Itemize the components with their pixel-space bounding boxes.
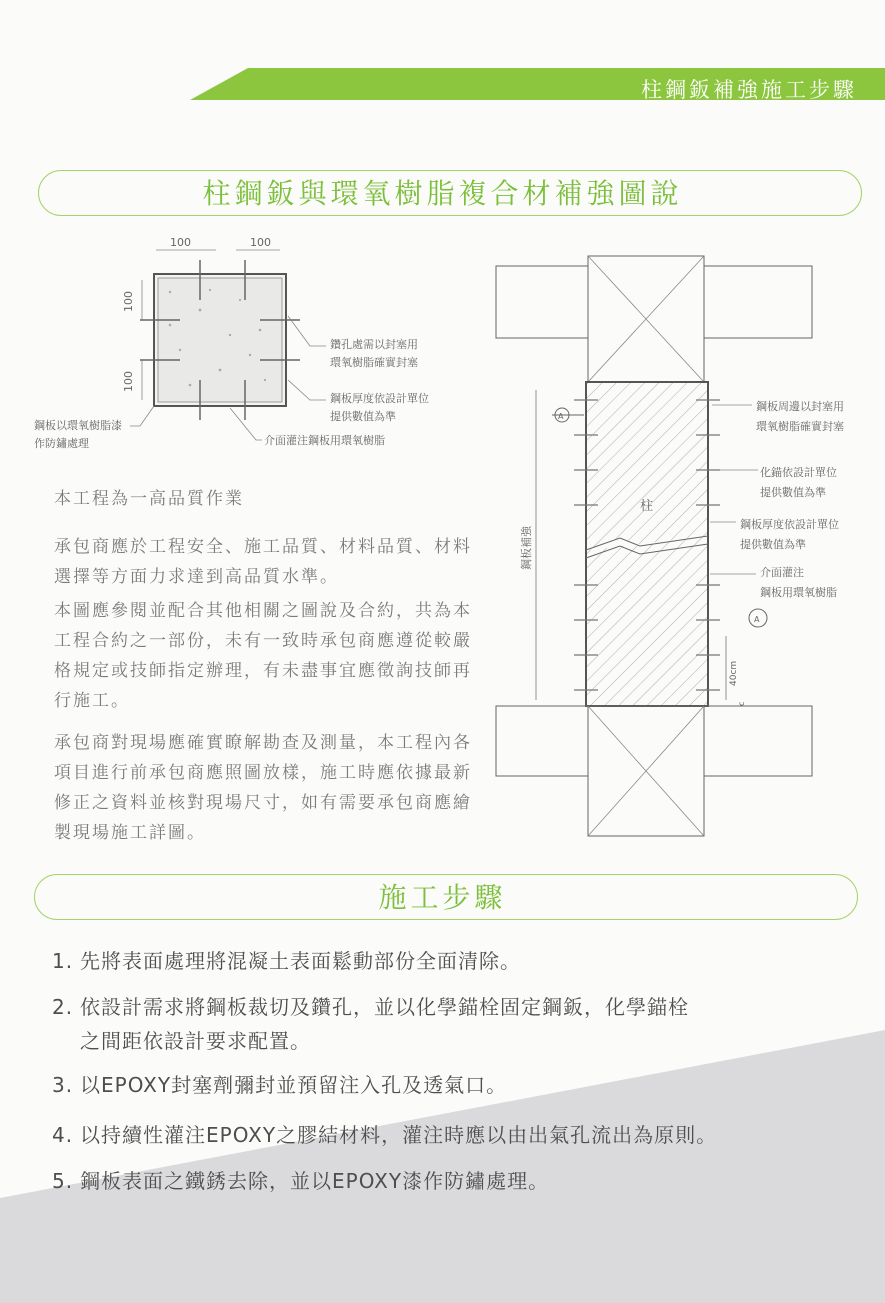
step-number: 4. — [52, 1123, 74, 1147]
step-number: 1. — [52, 949, 74, 973]
callout-anchor-2: 提供數值為準 — [760, 486, 826, 499]
step-text: 鋼板表面之鐵銹去除，並以EPOXY漆作防鏽處理。 — [80, 1169, 550, 1193]
callout-thickness-2: 提供數值為準 — [740, 538, 806, 551]
step-text: 以EPOXY封塞劑彌封並預留注入孔及透氣口。 — [80, 1073, 508, 1097]
right-dim-label: 40cm — [729, 660, 739, 686]
step-number: 5. — [52, 1169, 74, 1193]
callout-interface-epoxy: 介面灌注鋼板用環氧樹脂 — [264, 434, 385, 447]
callout-plate-thickness-2: 提供數值為準 — [330, 410, 396, 423]
step-text: 以持續性灌注EPOXY之膠結材料，灌注時應以由出氣孔流出為原則。 — [80, 1123, 718, 1147]
column-elevation-diagram — [490, 240, 870, 850]
callout-rust-paint-1: 鋼板以環氧樹脂漆 — [34, 419, 122, 432]
section-marker-a: A — [558, 412, 564, 421]
section-marker-a-bottom: A — [754, 615, 760, 624]
dim-left-top: 100 — [122, 291, 135, 312]
steps-heading: 施工步驟 — [378, 881, 507, 914]
paragraph-intro: 本工程為一高品質作業 — [54, 489, 244, 509]
callout-plate-thickness-1: 鋼板厚度依設計單位 — [330, 392, 429, 405]
dim-top-left: 100 — [170, 236, 191, 249]
callout-drill-hole-2: 環氧樹脂確實封塞 — [330, 356, 418, 369]
side-label: 鋼板補強 — [520, 526, 533, 570]
callout-rust-paint-2: 作防鏽處理 — [34, 437, 89, 450]
callout-interface-2: 鋼板用環氧樹脂 — [760, 586, 837, 599]
dim-top-right: 100 — [250, 236, 271, 249]
callout-anchor-1: 化錨依設計單位 — [760, 466, 837, 479]
callout-thickness-1: 鋼板厚度依設計單位 — [740, 518, 839, 531]
callout-interface-1: 介面灌注 — [760, 566, 804, 579]
paragraph-survey: 承包商對現場應確實瞭解勘查及測量，本工程內各項目進行前承包商應照圖放樣，施工時應依據最新修正之資料並核對現場尺寸，如有需要承包商應繪製現場施工詳圖。 — [54, 733, 472, 843]
step-number: 3. — [52, 1073, 74, 1097]
step-2 — [52, 990, 842, 1058]
header-title: 柱鋼鈑補強施工步驟 — [641, 78, 857, 102]
small-dim-label: c — [737, 701, 746, 706]
step-number: 2. — [52, 995, 74, 1019]
main-heading: 柱鋼鈑與環氧樹脂複合材補強圖說 — [202, 177, 683, 210]
column-section-diagram — [30, 230, 470, 470]
step-text: 依設計需求將鋼板裁切及鑽孔，並以化學錨栓固定鋼鈑，化學錨栓 — [80, 995, 689, 1019]
step-5 — [52, 1164, 842, 1198]
callout-drill-hole-1: 鑽孔處需以封塞用 — [330, 338, 418, 351]
dim-left-bottom: 100 — [122, 371, 135, 392]
callout-plate-edge-2: 環氧樹脂確實封塞 — [756, 420, 844, 433]
step-4 — [52, 1118, 842, 1152]
step-text: 先將表面處理將混凝土表面鬆動部份全面清除。 — [80, 949, 521, 973]
paragraph-quality: 承包商應於工程安全、施工品質、材料品質、材料選擇等方面力求達到高品質水準。 — [54, 537, 472, 587]
step-1 — [52, 944, 842, 978]
paragraph-contract: 本圖應參閱並配合其他相關之圖說及合約，共為本工程合約之一部份，未有一致時承包商應遵從較嚴格規定或技師指定辦理，有未盡事宜應徵詢技師再行施工。 — [54, 601, 472, 711]
step-text-continued: 之間距依設計要求配置。 — [80, 1029, 311, 1053]
callout-plate-edge-1: 鋼板周邊以封塞用 — [756, 400, 844, 413]
column-label: 柱 — [640, 499, 654, 514]
step-3 — [52, 1068, 842, 1102]
